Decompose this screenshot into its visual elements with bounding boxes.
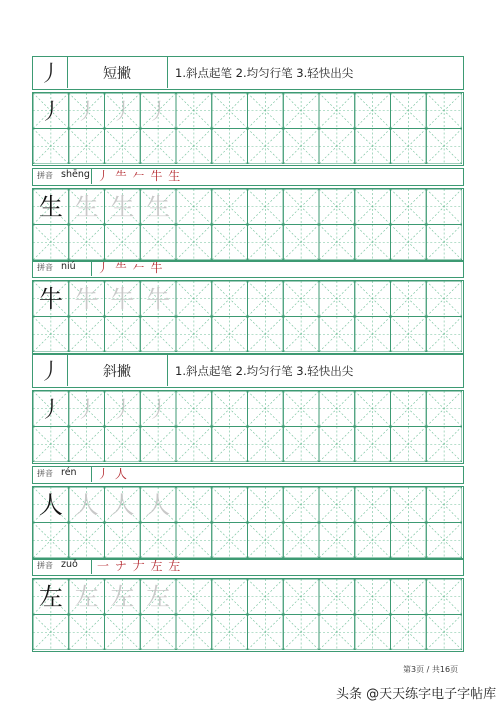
pinyin-label: 拼音 [37,171,53,180]
grid-cell [33,225,69,261]
pinyin-text: rén [61,467,77,478]
grid-cell [33,427,69,463]
stroke-order: 丿 ⺧ 𠂉 牛 [97,261,164,275]
grid-cell [33,281,69,317]
grid-cell [33,487,69,523]
grid-cell [69,281,105,317]
trace-character: 丿 [75,397,98,423]
trace-character: 左 [74,582,99,611]
grid-cell [319,281,355,317]
grid-cell [319,129,355,165]
grid-cell [426,225,462,261]
trace-character: 生 [74,192,99,221]
pinyin-text: niú [61,261,76,272]
grid-cell [319,427,355,463]
grid-cell [105,225,141,261]
trace-character: 生 [110,192,135,221]
pinyin-row [32,260,464,278]
grid-cell [212,93,248,129]
pinyin-text: zuǒ [61,559,78,570]
grid-cell [176,427,212,463]
grid-cell [319,317,355,353]
grid-cell [33,391,69,427]
grid-cell [426,281,462,317]
char-practice-grid [32,578,464,652]
grid-cell [176,523,212,559]
model-character: 生 [38,192,63,221]
grid-cell [176,93,212,129]
grid-cell [69,225,105,261]
divider [91,467,92,482]
grid-cell [426,391,462,427]
grid-cell [355,93,391,129]
grid-cell [69,615,105,651]
grid-cell [283,93,319,129]
grid-cell [69,391,105,427]
stroke-tips: 1.斜点起笔 2.均匀行笔 3.轻快出尖 [175,65,354,80]
trace-character: 人 [146,490,171,519]
grid-cell [140,129,176,165]
trace-character: 牛 [146,284,171,313]
grid-cell [212,317,248,353]
grid-cell [248,391,284,427]
grid-cell [283,189,319,225]
trace-character: 丿 [111,397,134,423]
grid-cell [283,281,319,317]
grid-cell [212,427,248,463]
grid-cell [355,391,391,427]
grid-cell [319,391,355,427]
grid-cell [33,523,69,559]
grid-cell [391,523,427,559]
grid-cell [176,317,212,353]
grid-cell [105,317,141,353]
grid-cell [140,189,176,225]
grid-cell [426,189,462,225]
model-character: 丿 [39,99,62,125]
model-character: 左 [38,582,63,611]
stroke-order: 丿 ⺧ 𠂉 牛 生 [97,169,182,183]
grid-cell [212,281,248,317]
trace-character: 丿 [147,397,170,423]
grid-cell [283,615,319,651]
grid-cell [140,427,176,463]
grid-cell [391,427,427,463]
grid-cell [33,93,69,129]
grid-cell [391,225,427,261]
stroke-name: 短撇 [67,57,168,88]
grid-cell [248,427,284,463]
grid-cell [140,579,176,615]
grid-cell [69,93,105,129]
grid-cell [319,487,355,523]
grid-cell [426,615,462,651]
grid-cell [105,615,141,651]
grid-cell [140,523,176,559]
grid-cell [248,523,284,559]
grid-cell [283,523,319,559]
model-character: 人 [38,490,63,519]
grid-cell [248,225,284,261]
grid-cell [105,579,141,615]
model-character: 牛 [38,284,63,313]
grid-cell [176,391,212,427]
grid-cell [33,189,69,225]
model-character: 丿 [39,397,62,423]
grid-cell [69,317,105,353]
grid-cell [355,129,391,165]
grid-cell [355,281,391,317]
grid-cell [248,615,284,651]
grid-cell [391,189,427,225]
grid-cell [69,487,105,523]
grid-cell [176,579,212,615]
grid-cell [283,317,319,353]
divider [91,261,92,276]
grid-cell [355,487,391,523]
grid-cell [319,93,355,129]
page-number: 第3页 [403,665,425,674]
grid-cell [176,487,212,523]
grid-cell [391,129,427,165]
grid-cell [212,129,248,165]
grid-cell [140,391,176,427]
grid-cell [391,281,427,317]
pinyin-row [32,558,464,576]
grid-cell [212,391,248,427]
trace-character: 丿 [147,99,170,125]
grid-cell [355,427,391,463]
grid-cell [105,129,141,165]
grid-cell [426,487,462,523]
pinyin-label: 拼音 [37,469,53,478]
grid-cell [212,615,248,651]
grid-cell [69,189,105,225]
grid-cell [212,225,248,261]
grid-cell [33,615,69,651]
grid-cell [176,189,212,225]
watermark: 头条 @天天练字电子字帖库 [336,687,497,702]
stroke-tips: 1.斜点起笔 2.均匀行笔 3.轻快出尖 [175,363,354,378]
grid-cell [140,93,176,129]
pinyin-label: 拼音 [37,263,53,272]
grid-cell [69,579,105,615]
grid-cell [426,93,462,129]
grid-cell [248,281,284,317]
grid-cell [426,523,462,559]
trace-character: 丿 [75,99,98,125]
grid-cell [248,129,284,165]
grid-cell [212,523,248,559]
grid-cell [426,579,462,615]
grid-cell [140,487,176,523]
grid-cell [319,615,355,651]
grid-cell [355,317,391,353]
grid-cell [426,317,462,353]
grid-cell [319,579,355,615]
grid-cell [391,615,427,651]
grid-cell [391,487,427,523]
grid-cell [176,281,212,317]
grid-cell [355,523,391,559]
grid-cell [33,579,69,615]
stroke-order: 丿 人 [97,467,128,481]
grid-cell [69,129,105,165]
grid-cell [140,225,176,261]
grid-cell [176,225,212,261]
page-total: 共16页 [431,665,459,674]
stroke-glyph: 丿 [33,355,68,386]
trace-character: 左 [146,582,171,611]
grid-cell [105,189,141,225]
grid-cell [176,615,212,651]
trace-character: 丿 [111,99,134,125]
grid-cell [69,427,105,463]
grid-cell [33,129,69,165]
grid-cell [105,427,141,463]
grid-cell [176,129,212,165]
pinyin-row [32,466,464,484]
char-practice-grid [32,188,464,262]
grid-cell [319,189,355,225]
stroke-name: 斜撇 [67,355,168,386]
grid-cell [355,225,391,261]
grid-cell [33,317,69,353]
grid-cell [69,523,105,559]
grid-cell [248,579,284,615]
grid-cell [212,189,248,225]
grid-cell [212,579,248,615]
grid-cell [283,427,319,463]
grid-cell [212,487,248,523]
grid-cell [426,129,462,165]
grid-cell [319,523,355,559]
divider [91,169,92,184]
grid-cell [248,189,284,225]
grid-cell [140,317,176,353]
grid-cell [105,487,141,523]
grid-cell [105,281,141,317]
stroke-practice-grid [32,390,464,464]
trace-character: 牛 [110,284,135,313]
grid-cell [283,391,319,427]
grid-cell [283,579,319,615]
grid-cell [248,317,284,353]
grid-cell [283,129,319,165]
char-practice-grid [32,280,464,354]
grid-cell [248,93,284,129]
grid-cell [283,225,319,261]
grid-cell [105,93,141,129]
pinyin-text: shēng [61,169,90,180]
trace-character: 人 [110,490,135,519]
grid-cell [391,579,427,615]
grid-cell [426,427,462,463]
stroke-header [32,354,464,388]
stroke-order: 一 ナ 𠂇 左 左 [97,559,182,573]
grid-cell [283,487,319,523]
grid-cell [355,579,391,615]
grid-cell [140,281,176,317]
grid-cell [140,615,176,651]
page-divider: / [426,665,430,674]
pinyin-row [32,168,464,186]
grid-cell [391,391,427,427]
trace-character: 左 [110,582,135,611]
trace-character: 生 [146,192,171,221]
stroke-header [32,56,464,90]
grid-cell [319,225,355,261]
grid-cell [391,93,427,129]
pinyin-label: 拼音 [37,561,53,570]
stroke-practice-grid [32,92,464,166]
page-footer [403,664,458,675]
grid-cell [355,615,391,651]
grid-cell [355,189,391,225]
char-practice-grid [32,486,464,560]
grid-cell [391,317,427,353]
divider [91,559,92,574]
grid-cell [105,391,141,427]
grid-cell [248,487,284,523]
stroke-glyph: 丿 [33,57,68,88]
grid-cell [105,523,141,559]
trace-character: 牛 [74,284,99,313]
trace-character: 人 [74,490,99,519]
